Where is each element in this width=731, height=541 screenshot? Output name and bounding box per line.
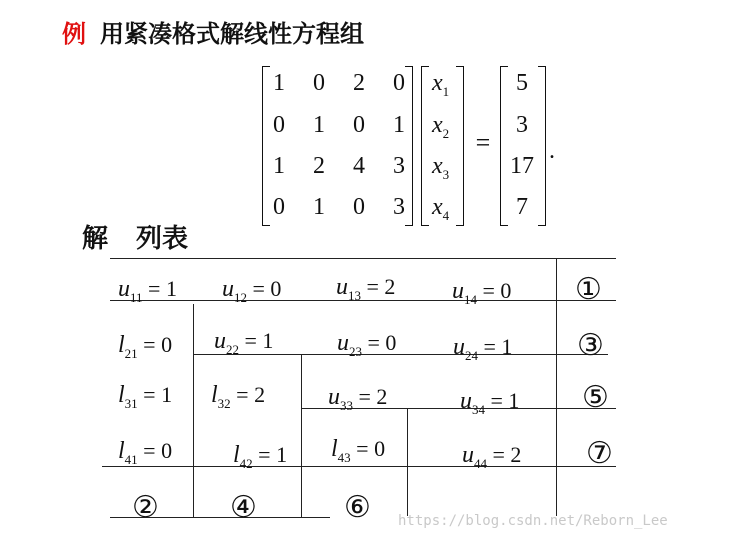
matrix-entry: 0 <box>313 70 325 96</box>
grid-line <box>556 258 557 516</box>
matrix-entry: 0 <box>273 112 285 138</box>
matrix-entry: 1 <box>273 153 285 179</box>
grid-line <box>102 466 616 467</box>
x-vector-right-bracket <box>456 66 464 226</box>
table-entry: $l_{31} = 1$ <box>118 382 173 411</box>
solution-heading <box>82 218 188 255</box>
title-text: 用紧凑格式解线性方程组 <box>100 20 364 48</box>
matrix-entry: 1 <box>273 70 285 96</box>
x-vector-left-bracket <box>421 66 429 226</box>
solution-label: 解 <box>82 224 109 254</box>
rhs-entry: 3 <box>516 112 528 138</box>
grid-line <box>407 408 408 516</box>
matrix-entry: 2 <box>313 153 325 179</box>
table-entry: $l_{41} = 0$ <box>118 438 173 467</box>
matrix-entry: 2 <box>353 70 365 96</box>
rhs-entry: 5 <box>516 70 528 96</box>
table-entry: $u_{24} = 1$ <box>453 334 513 363</box>
step-marker: ② <box>132 490 159 525</box>
unknown-entry: $x_3$ <box>432 153 450 182</box>
table-entry: $u_{23} = 0$ <box>337 330 397 359</box>
table-entry: $l_{32} = 2$ <box>211 382 266 411</box>
step-marker: ① <box>575 272 602 307</box>
rhs-entry: 17 <box>510 153 534 179</box>
matrix-entry: 1 <box>393 112 405 138</box>
table-entry: $u_{14} = 0$ <box>452 278 512 307</box>
table-entry: $u_{12} = 0$ <box>222 276 282 305</box>
matrix-entry: 1 <box>313 194 325 220</box>
table-entry: $u_{44} = 2$ <box>462 442 522 471</box>
matrix-entry: 1 <box>313 112 325 138</box>
grid-line <box>110 258 616 259</box>
table-entry: $u_{33} = 2$ <box>328 384 388 413</box>
matrix-entry: 0 <box>353 112 365 138</box>
unknown-entry: $x_1$ <box>432 70 450 99</box>
problem-title <box>62 14 364 49</box>
unknown-entry: $x_2$ <box>432 112 450 141</box>
matrix-entry: 3 <box>393 153 405 179</box>
table-entry: $u_{13} = 2$ <box>336 274 396 303</box>
rhs-entry: 7 <box>516 194 528 220</box>
period: . <box>549 138 555 164</box>
equals-sign: = <box>475 128 491 157</box>
watermark: https://blog.csdn.net/Reborn_Lee <box>398 513 668 529</box>
matrix-entry: 3 <box>393 194 405 220</box>
table-entry: $u_{34} = 1$ <box>460 388 520 417</box>
step-marker: ⑦ <box>586 436 613 471</box>
grid-line <box>193 304 194 518</box>
table-entry: $l_{43} = 0$ <box>331 436 386 465</box>
matrix-entry: 0 <box>393 70 405 96</box>
step-marker: ④ <box>230 490 257 525</box>
matrix-entry: 0 <box>353 194 365 220</box>
step-marker: ⑤ <box>582 380 609 415</box>
step-marker: ③ <box>577 328 604 363</box>
table-label: 列表 <box>136 224 189 254</box>
grid-line <box>301 354 302 518</box>
matrix-entry: 4 <box>353 153 365 179</box>
table-entry: $l_{42} = 1$ <box>233 442 288 471</box>
matrix-entry: 0 <box>273 194 285 220</box>
table-entry: $u_{11} = 1$ <box>118 276 177 305</box>
unknown-entry: $x_4$ <box>432 194 450 223</box>
step-marker: ⑥ <box>344 490 371 525</box>
example-label: 例 <box>62 20 86 48</box>
table-entry: $u_{22} = 1$ <box>214 328 274 357</box>
table-entry: $l_{21} = 0$ <box>118 332 173 361</box>
